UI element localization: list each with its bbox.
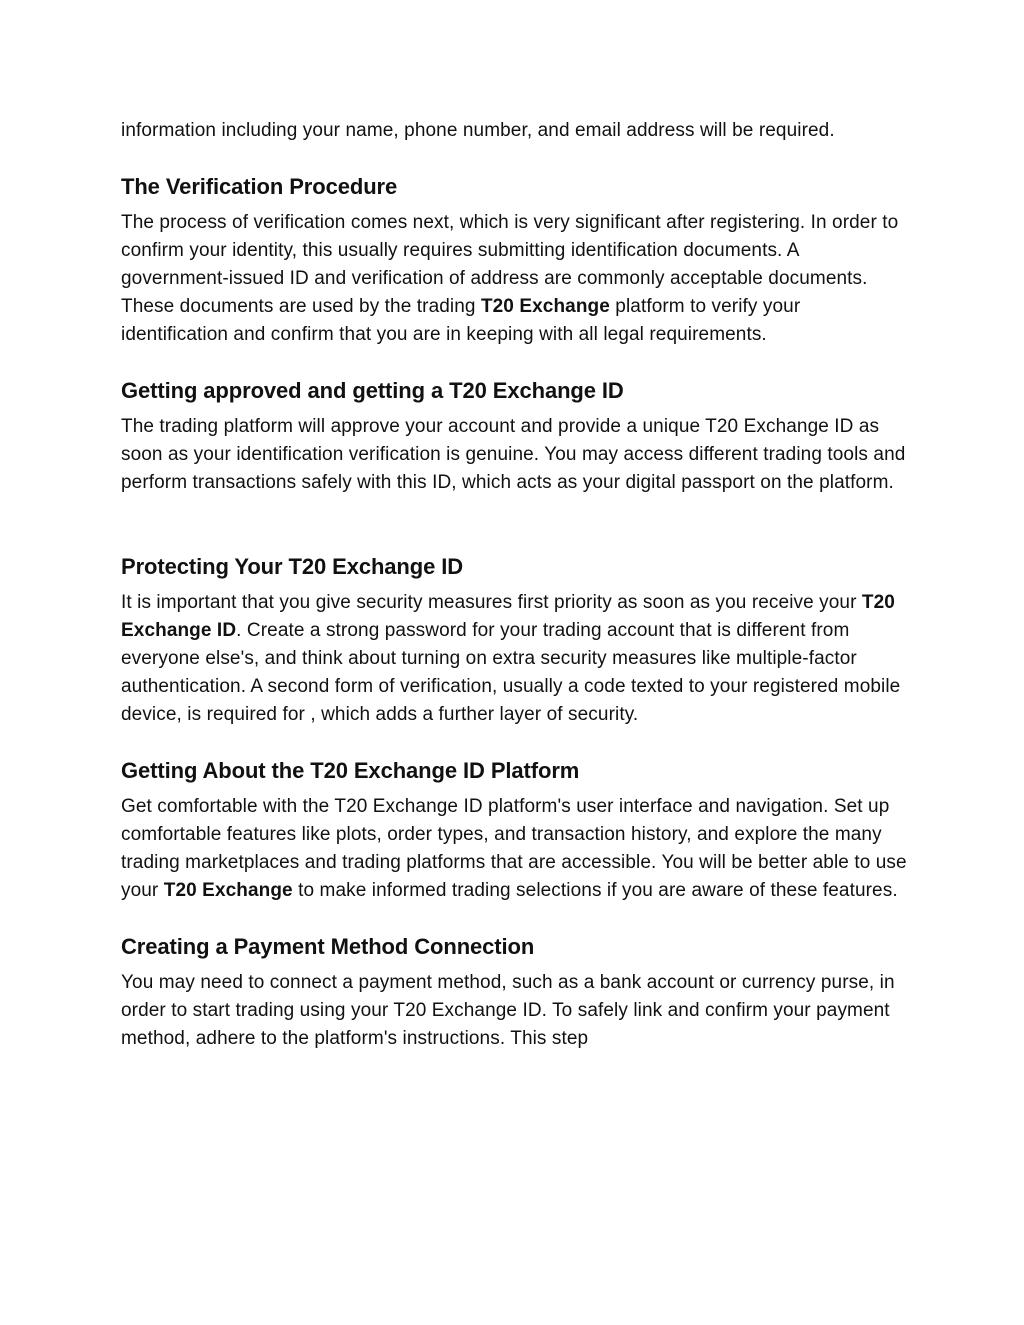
body-text: The process of verification comes next, which is very significant after registering. In order to confirm your identity, this usually requires submitting identification documents. A government-issued ID and verification of address are commonly acceptable documents. These documents are used by the trading xyxy=(121,212,899,317)
body-text: to make informed trading selections if you are aware of these features. xyxy=(292,880,898,901)
section-heading-platform: Getting About the T20 Exchange ID Platform xyxy=(121,758,580,783)
section-body-payment xyxy=(121,969,911,1053)
body-text: It is important that you give security measures first priority as soon as you receive your xyxy=(121,592,862,613)
section-heading-payment: Creating a Payment Method Connection xyxy=(121,934,535,959)
body-text: You may need to connect a payment method, such as a bank account or currency purse, in order to start trading using your T20 Exchange ID. To safely link and confirm your payment method, adhere to the platform's instructions. This step xyxy=(121,972,895,1049)
section-body-platform xyxy=(121,793,911,905)
section-heading-approval: Getting approved and getting a T20 Exchange ID xyxy=(121,378,624,403)
document-page xyxy=(121,117,911,1053)
body-text: The trading platform will approve your account and provide a unique T20 Exchange ID as soon as your identification verification is genuine. You may access different trading tools and perform transactions safely with this ID, which acts as your digital passport on the platform. xyxy=(121,416,906,493)
body-text: Get comfortable with the T20 Exchange ID platform's user interface and navigation. Set up comfortable features like plots, order types, and transaction history, and explore the many trading marketplaces and trading platforms that are accessible. You will be better able to use your xyxy=(121,796,907,901)
section-body-verification xyxy=(121,209,911,349)
bold-keyword: T20 Exchange xyxy=(163,880,293,901)
intro-paragraph: information including your name, phone number, and email address will be required. xyxy=(121,120,835,141)
body-text: platform to verify your identification and confirm that you are in keeping with all legal requirements. xyxy=(121,296,801,345)
bold-keyword: T20 Exchange xyxy=(480,296,610,317)
section-body-protecting xyxy=(121,589,911,729)
section-heading-verification: The Verification Procedure xyxy=(121,174,398,199)
bold-keyword: T20 Exchange ID xyxy=(121,592,895,641)
section-body-approval xyxy=(121,413,911,497)
body-text: . Create a strong password for your trading account that is different from everyone else's, and think about turning on extra security measures like multiple-factor authentication. A second form of verification, usually a code texted to your registered mobile device, is required for , which adds a further layer of security. xyxy=(121,620,901,725)
section-heading-protecting: Protecting Your T20 Exchange ID xyxy=(121,554,464,579)
